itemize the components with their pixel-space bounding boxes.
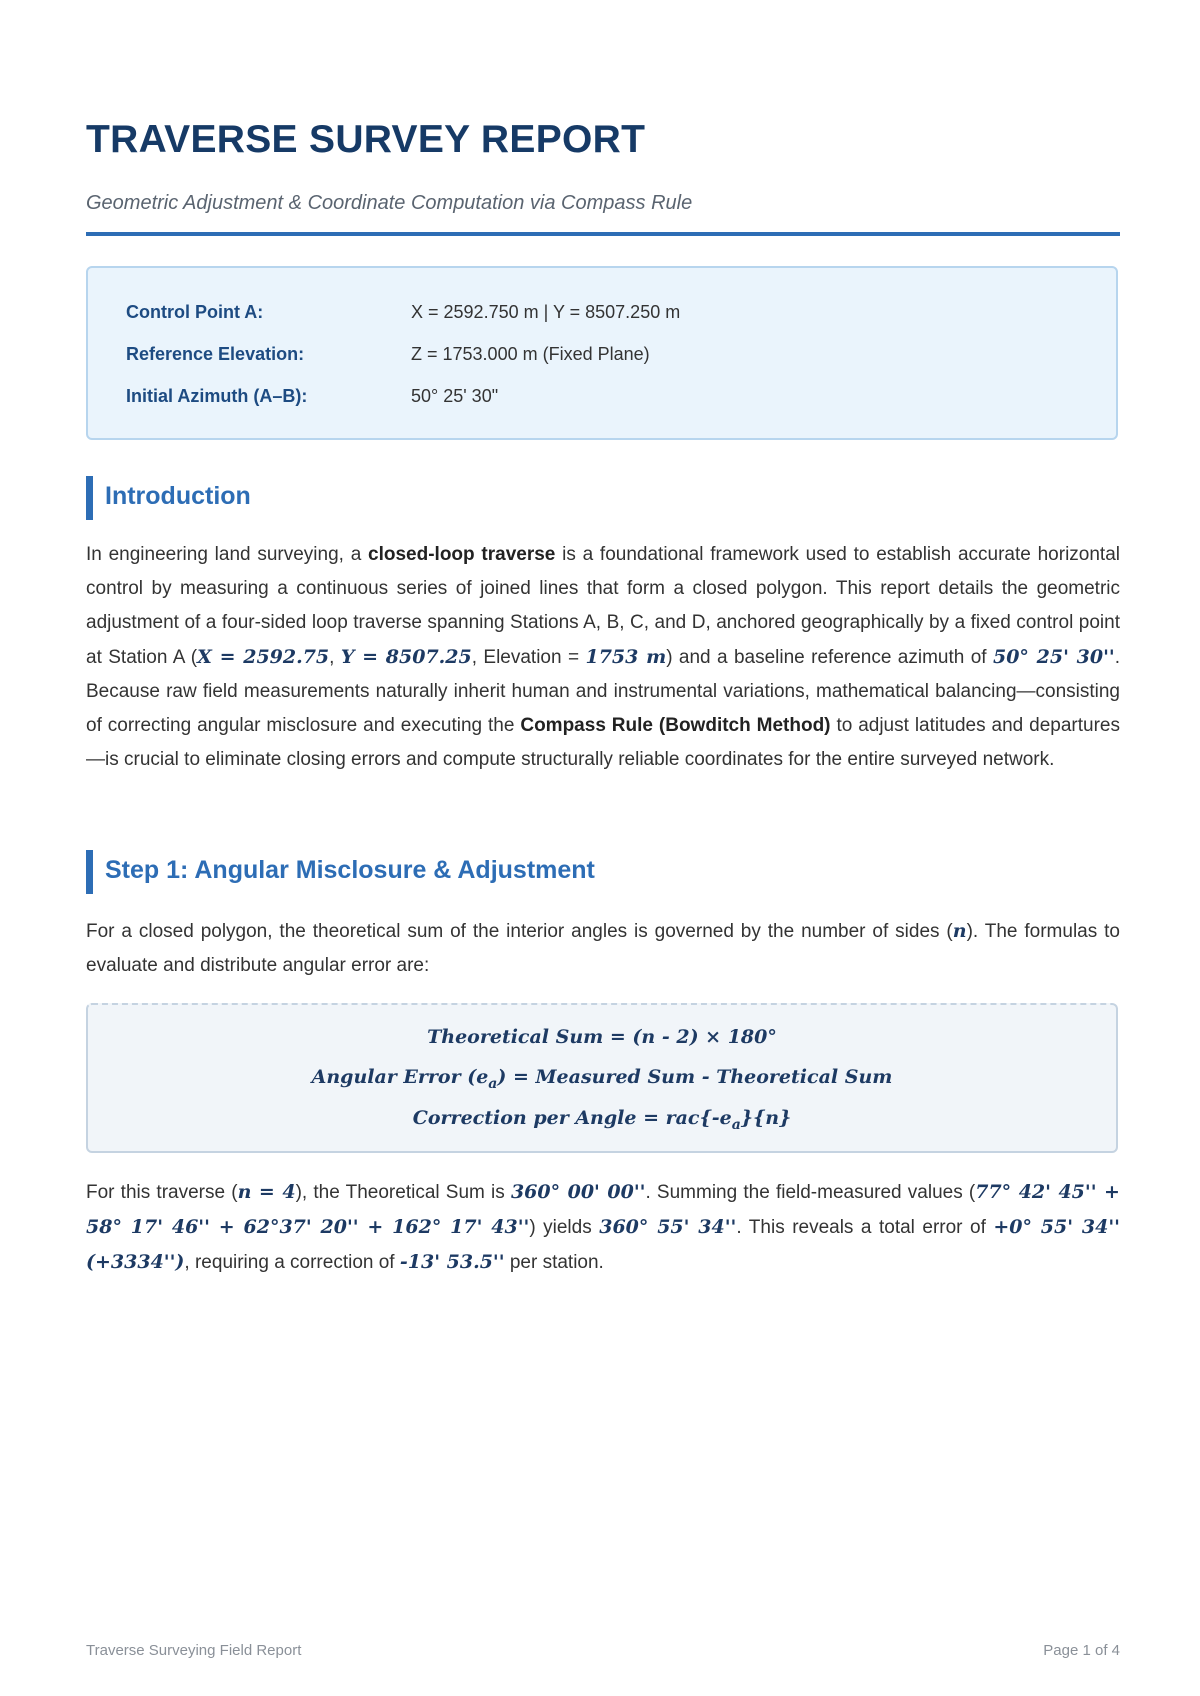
title-divider (86, 232, 1120, 236)
report-subtitle: Geometric Adjustment & Coordinate Computation via Compass Rule (86, 192, 693, 214)
section-title: Introduction (105, 482, 251, 510)
info-label: Control Point A: (126, 302, 264, 322)
section-title: Step 1: Angular Misclosure & Adjustment (105, 856, 595, 884)
formula-box (86, 1003, 1118, 1153)
report-title: TRAVERSE SURVEY REPORT (86, 118, 646, 161)
step1-paragraph-1: For a closed polygon, the theoretical sum of the interior angles is governed by the number of sides (n). The formulas to evaluate and distribute angular error are: (86, 920, 1120, 976)
heading-accent-bar (86, 476, 93, 520)
footer-report-name: Traverse Surveying Field Report (86, 1642, 302, 1659)
formula-theoretical-sum: Theoretical Sum = (n - 2) × 180° (427, 1026, 777, 1048)
footer-page-number: Page 1 of 4 (1043, 1642, 1120, 1659)
control-info-box (86, 266, 1118, 440)
info-value: 50° 25' 30" (411, 386, 499, 406)
info-label: Initial Azimuth (A–B): (126, 386, 308, 406)
step1-paragraph-2: For this traverse (n = 4), the Theoretical Sum is 360° 00' 00''. Summing the field-measured values (77° 42' 45'' + 58° 17' 46'' + 62°37' 20'' + 162° 17' 43'') yields 360° 55' 34''. This reveals a total error of +0° 55' 34'' (+3334''), requiring a correction of -13' 53.5'' per station. (86, 1181, 1120, 1273)
info-value: Z = 1753.000 m (Fixed Plane) (411, 344, 650, 364)
formula-angular-error: Angular Error $(e_a)$ = Measured Sum - Theoretical Sum (311, 1066, 893, 1092)
heading-accent-bar (86, 850, 93, 894)
info-value: X = 2592.750 m | Y = 8507.250 m (411, 302, 681, 322)
introduction-paragraph: In engineering land surveying, a closed-loop traverse is a foundational framework used to establish accurate horizontal control by measuring a continuous series of joined lines that form a closed polygon. This report details the geometric adjustment of a four-sided loop traverse spanning Stations A, B, C, and D, anchored geographically by a fixed control point at Station A (X = 2592.75, Y = 8507.25, Elevation = 1753 m) and a baseline reference azimuth of 50° 25' 30''. Because raw field measurements naturally inherit human and instrumental variations, mathematical balancing—consisting of correcting angular misclosure and executing the Compass Rule (Bowditch Method) to adjust latitudes and departures—is crucial to eliminate closing errors and compute structurally reliable coordinates for the entire surveyed network. (86, 544, 1121, 770)
formula-correction-per-angle: Correction per Angle = $rac\{-e_a\}\{n\}$ (412, 1107, 792, 1133)
info-label: Reference Elevation: (126, 344, 305, 364)
